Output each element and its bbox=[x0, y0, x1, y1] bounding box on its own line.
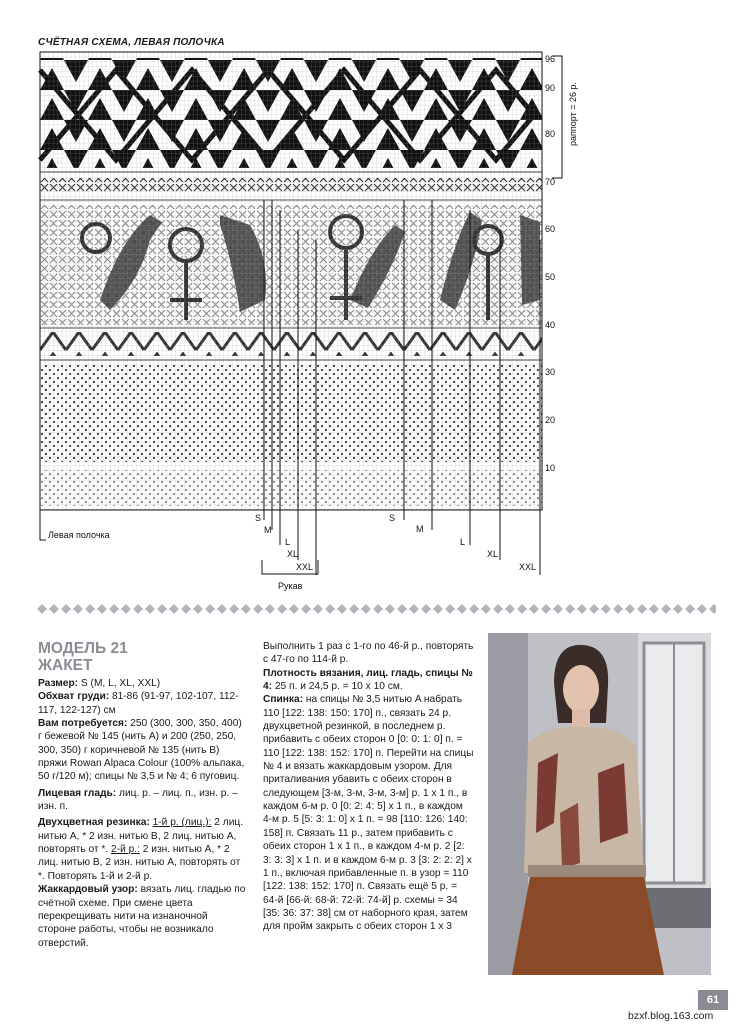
left-front-label: Левая полочка bbox=[48, 530, 110, 540]
materials-paragraph: Вам потребуется: 250 (300, 300, 350, 400) г бежевой № 145 (нить A) и 200 (250, 250, 300, 350) г коричневой № 135 (нить B) пряжи Rowan Alpaca Colour (100% альпака, 50 г/120 м); спицы № 3,5 и № 4; 6 пуговиц. bbox=[38, 718, 245, 783]
size-mark-l: L bbox=[285, 537, 291, 547]
watermark: bzxf.blog.163.com bbox=[628, 1010, 714, 1022]
row-number: 20 bbox=[545, 415, 556, 425]
size-mark-s: S bbox=[255, 513, 262, 523]
size-mark-xl: XL bbox=[487, 549, 499, 559]
size-marks-group1 bbox=[255, 513, 313, 572]
intro-paragraph: Выполнить 1 раз с 1-го по 46-й р., повторять с 47-го по 114-й р. bbox=[263, 641, 474, 666]
repeat-bracket bbox=[552, 56, 562, 178]
size-mark-xxl: XXL bbox=[519, 562, 537, 572]
size-mark-xl: XL bbox=[287, 549, 299, 559]
model-title: МОДЕЛЬ 21 ЖАКЕТ bbox=[38, 640, 128, 674]
row-numbers bbox=[545, 54, 555, 473]
row-number: 50 bbox=[545, 272, 556, 282]
row-number: 96 bbox=[545, 54, 556, 64]
size-marks-group2 bbox=[389, 513, 536, 572]
row-number: 10 bbox=[545, 463, 556, 473]
size-mark-l: L bbox=[460, 537, 466, 547]
size-paragraph: Размер: S (M, L, XL, XXL) bbox=[38, 678, 161, 689]
row-number: 90 bbox=[545, 83, 556, 93]
gauge-paragraph: Плотность вязания, лиц. гладь, спицы № 4: 25 п. и 24,5 р. = 10 х 10 см. bbox=[263, 667, 473, 693]
row-number: 70 bbox=[545, 177, 556, 187]
chart-grid bbox=[40, 52, 542, 510]
article-column-2 bbox=[263, 640, 474, 934]
chest-paragraph: Обхват груди: 81-86 (91-97, 102-107, 112-117, 122-127) см bbox=[38, 691, 239, 716]
row-number: 60 bbox=[545, 224, 556, 234]
page-number: 61 bbox=[698, 990, 728, 1010]
model-photo bbox=[488, 633, 711, 975]
back-paragraph: Спинка: на спицы № 3,5 нитью A набрать 110 [122: 138: 150: 170] п., связать 24 р. двухцветной резинкой, в последнем р. прибавить с обеих сторон 0 [0: 0: 1: 0] п. = 110 [122: 138: 152: 170] п. Перейти на спицы № 4 и вязать жаккардовым узором. Для приталивания убавить с обеих сторон в следующем [3-м, 3-м, 3-м, 3-м] р. 1 х 1 п., в каждом 6-м р. 0 [0: 2: 4: 5] х 1 п., в каждом 4-м р. 5 [5: 3: 1: 0] х 1 п. = 98 [110: 126: 140: 158] п. Связать 11 р., затем прибавить с обеих сторон 1 х 1 п., в каждом 4-м р. 2 [2: 3: 3: 3] х 1 п. и в каждом 6-м р. 3 [3: 2: 2: 2] х 1 п., включая прибавленные п. в узор = 110 [122: 138: 152: 170] п. Связать ещё 5 р. = 64-й [66-й: 68-й: 72-й: 74-й] р. схемы = 34 [35: 36: 37: 38] см от наборного края, затем для пройм закрыть с обеих сторон 1 х 3 bbox=[263, 694, 474, 933]
rib-paragraph: Двухцветная резинка: 1-й р. (лиц.): 2 лиц. нитью A, * 2 изн. нитью B, 2 лиц. нитью A, повторять от *. 2-й р.: 2 изн. нитью A, * 2 лиц. нитью B, 2 изн. нитью A, повторять от *. Повторять 1-й и 2-й р. bbox=[38, 817, 244, 882]
article-column-1 bbox=[38, 640, 246, 950]
stockinette-paragraph: Лицевая гладь: лиц. р. – лиц. п., изн. р. – изн. п. bbox=[38, 787, 238, 813]
row-number: 30 bbox=[545, 367, 556, 377]
decorative-divider bbox=[36, 603, 716, 615]
sleeve-label: Рукав bbox=[278, 581, 303, 591]
repeat-label: раппорт = 26 р. bbox=[568, 82, 578, 146]
size-mark-m: M bbox=[416, 524, 424, 534]
jacquard-paragraph: Жаккардовый узор: вязать лиц. гладью по счётной схеме. При смене цвета перекрещивать нити на изнаночной стороне работы, чтобы не возникало отверстий. bbox=[38, 884, 246, 949]
chart-title: СЧЁТНАЯ СХЕМА, ЛЕВАЯ ПОЛОЧКА bbox=[38, 37, 225, 48]
size-mark-s: S bbox=[389, 513, 396, 523]
size-mark-xxl: XXL bbox=[296, 562, 314, 572]
size-mark-m: M bbox=[264, 525, 272, 535]
row-number: 80 bbox=[545, 129, 556, 139]
row-number: 40 bbox=[545, 320, 556, 330]
